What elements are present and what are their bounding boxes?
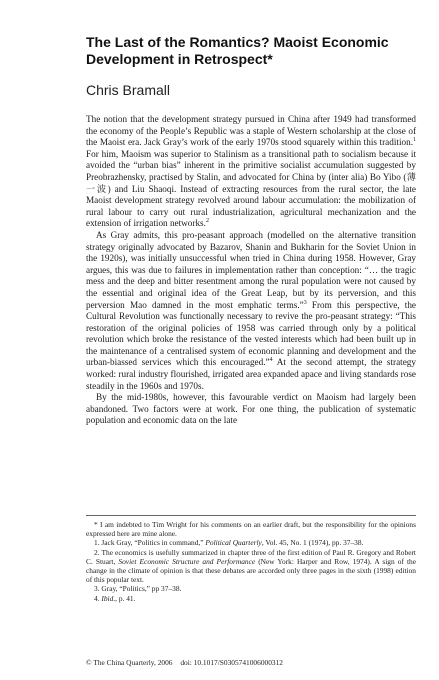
footnote-marker: 3 — [303, 299, 307, 306]
body-paragraph-1: The notion that the development strategy pursued in China after 1949 had transformed the economy of the People’s Republic was a staple of Western scholarship at the close of the Maoist era. Jack Gray’s work of the early 1970s stood squarely within this tradition.$^1$ For him, Maoism was superior to Stalinism as a transitional path to socialism because it avoided the “urban bias” inherent in the primitive socialist accumulation suggested by Preobrazhensky, practised by Stalin, and advocated for China by (inter alia) Bo Yibo (薄一波) and Liu Shaoqi. Instead of extracting resources from the rural sector, the late Maoist development strategy revolved around labour accumulation: the mobilization of rural labour to carry out rural industrialization, agricultural mechanization and the extension of irrigation networks.$^2$ — [86, 114, 416, 229]
article-body — [86, 114, 416, 427]
footnote-marker: 4 — [269, 357, 273, 364]
footnote-star: * I am indebted to Tim Wright for his comments on an earlier draft, but the responsibility for the opinions expressed here are mine alone. — [86, 520, 416, 539]
footnote-marker: 1 — [413, 137, 416, 144]
footnote-2: 2. The economics is usefully summarized in chapter three of the first edition of Paul R. Gregory and Robert C. Stuart, Soviet Economic Structure and Performance (New York: Harper and Row, 1974). A sign of the change in the climate of opinion is that these debates are accorded only three pages in the sixth (1998) edition of this popular text. — [86, 547, 416, 585]
body-paragraph-2: As Gray admits, this pro-peasant approach (modelled on the alternative transition strategy originally advocated by Bazarov, Shanin and Bukharin for the Soviet Union in the 1920s), was initially unsuccessful when tried in China during 1958. However, Gray argues, this was due to failures in implementation rather than conception: “… the tragic mess and the deep and bitter resentment among the rural population were not caused by the essential and original idea of the Great Leap, but by its perversion, and this perversion Mao damned in the most emphatic terms.”$^3$ From this perspective, the Cultural Revolution was functionally necessary to revive the pro-peasant strategy: “This restoration of the original policies of 1958 was carried through only by a political revolution which broke the resistance of the vested interests which had been built up in the maintenance of a centralised system of economic planning and development and the urban-biassed services which this encouraged.”$^4$ At the second attempt, the strategy worked: rural industry flourished, irrigated area expanded apace and living standards rose steadily in the 1960s and 1970s. — [86, 229, 416, 391]
footnote-1: 1. Jack Gray, “Politics in command,” Political Quarterly, Vol. 45, No. 1 (1974), pp. 37–38. — [94, 538, 364, 548]
footnote-marker: 2 — [205, 218, 209, 225]
copyright-line: © The China Quarterly, 2006 — [86, 658, 173, 667]
footnotes — [86, 520, 416, 603]
footnote-4: 4. Ibid., p. 41. — [94, 593, 136, 603]
doi-line: doi: 10.1017/S0305741006000312 — [180, 658, 283, 667]
page-footer — [86, 658, 416, 667]
italic-title: Soviet Economic Structure and Performance — [118, 556, 256, 566]
article-title: The Last of the Romantics? Maoist Economic Development in Retrospect* — [86, 34, 389, 67]
italic-title: Ibid — [101, 593, 114, 603]
footnote-divider — [86, 515, 416, 516]
footnote-3: 3. Gray, “Politics,” pp 37–38. — [94, 584, 182, 594]
body-paragraph-3: By the mid-1980s, however, this favourable verdict on Maoism had largely been abandoned. Two factors were at work. For one thing, the publication of systematic population and economic data on the late — [86, 392, 416, 426]
author-name: Chris Bramall — [86, 82, 171, 98]
italic-title: Political Quarterly — [205, 538, 262, 548]
